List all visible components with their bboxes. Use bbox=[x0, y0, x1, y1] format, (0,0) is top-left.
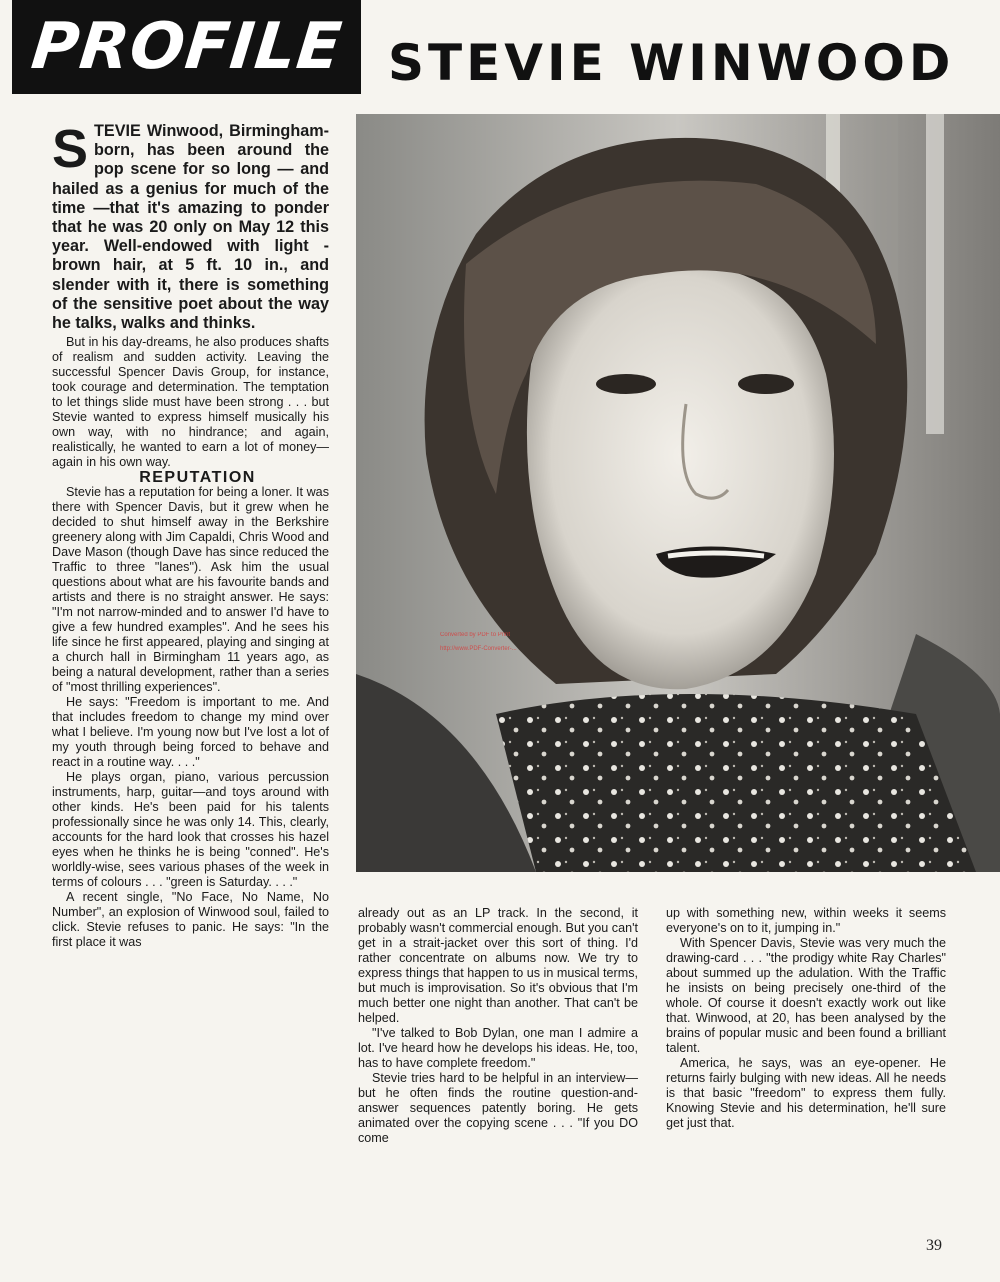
profile-banner bbox=[12, 0, 361, 94]
watermark bbox=[440, 628, 517, 656]
body-paragraph: America, he says, was an eye-opener. He returns fairly bulging with new ideas. All he needs is that basic "freedom" to express them fully. Knowing Stevie and his determination, he'll sure get just that. bbox=[666, 1056, 946, 1130]
article-column-2 bbox=[358, 906, 638, 1146]
body-paragraph: "I've talked to Bob Dylan, one man I admire a lot. I've heard how he develops his ideas. He, too, has to have complete freedom." bbox=[358, 1026, 638, 1070]
section-label: PROFILE bbox=[27, 10, 346, 84]
body-paragraph: A recent single, "No Face, No Name, No Number", an explosion of Winwood soul, failed to click. Stevie refuses to panic. He says: "In the first place it was bbox=[52, 890, 329, 950]
body-paragraph: up with something new, within weeks it seems everyone's on to it, jumping in." bbox=[666, 906, 946, 935]
body-paragraph: He says: "Freedom is important to me. And that includes freedom to change my mind over what I believe. I'm young now but I've lost a lot of my youth through being forced to behave and react in a routine way. . . ." bbox=[52, 695, 329, 770]
portrait-photo bbox=[356, 114, 1000, 872]
body-paragraph: With Spencer Davis, Stevie was very much the drawing-card . . . "the prodigy white Ray Charles" about summed up the adulation. With the Traffic he insists on being precisely one-third of the whole. Of course it doesn't exactly work out like that. Winwood, at 20, has been analysed by the brains of popular music and been found a brilliant talent. bbox=[666, 936, 946, 1055]
body-paragraph: He plays organ, piano, various percussion instruments, harp, guitar—and toys around with other kinds. He's been paid for his talents professionally since he was only 14. This, clearly, accounts for the hard look that crosses his hazel eyes when he thinks he is being "conned". He's worldly-wise, sees various phases of the week in terms of colours . . . "green is Saturday. . . ." bbox=[52, 770, 329, 890]
lead-paragraph bbox=[52, 119, 329, 333]
page-title: STEVIE WINWOOD bbox=[388, 34, 955, 92]
article-column-1 bbox=[52, 119, 329, 950]
article-column-3 bbox=[666, 906, 946, 1131]
watermark-line-2: http://www.PDF-Converter-... bbox=[440, 646, 517, 652]
page-number: 39 bbox=[926, 1237, 942, 1254]
body-paragraph: Stevie tries hard to be helpful in an interview—but he often finds the routine question-and-answer sequences patently boring. He gets animated over the copying scene . . . "If you DO come bbox=[358, 1071, 638, 1145]
body-paragraph: Stevie has a reputation for being a loner. It was there with Spencer Davis, but it grew when he decided to shut himself away in the Berkshire greenery along with Jim Capaldi, Chris Wood and Dave Mason (though Dave has since reduced the Traffic to three "lanes"). Ask him the usual questions about what are his favourite bands and artists and there is no straight answer. He says: "I'm not narrow-minded and to answer I'd have to give a few hundred examples". And he sees his life since he first appeared, playing and singing at a church hall in Birmingham 11 years ago, as being a natural development, rather than a series of "most thrilling experiences". bbox=[52, 485, 329, 695]
body-paragraph: already out as an LP track. In the second, it probably wasn't commercial enough. But you can't get in a strait-jacket over this sort of thing. I'd rather concentrate on albums now. We try to express things that happen to us in musical terms, but much is improvisation. So it's obvious that I'm much better one night than another. That can't be helped. bbox=[358, 906, 639, 1025]
body-paragraph: But in his day-dreams, he also produces shafts of realism and sudden activity. Leaving the successful Spencer Davis Group, for instance, took courage and determination. The temptation to let things slide must have been strong . . . but Stevie wanted to express himself musically his own way, with no hindrance; and again, realistically, he wanted to earn a lot of money—again in his own way. bbox=[52, 335, 329, 470]
lead-text: TEVIE Winwood, Birmingham-born, has been around the pop scene for so long — and hailed as a genius for much of the time —that it's amazing to ponder that he was 20 only on May 12 this year. Well-endowed with light - brown hair, at 5 ft. 10 in., and slender with it, there is something of the sensitive poet about the way he talks, walks and thinks. bbox=[52, 122, 329, 333]
watermark-line-1: Converted by PDF to Print bbox=[440, 632, 511, 638]
drop-cap: S bbox=[52, 119, 89, 179]
subheading: REPUTATION bbox=[139, 469, 256, 487]
